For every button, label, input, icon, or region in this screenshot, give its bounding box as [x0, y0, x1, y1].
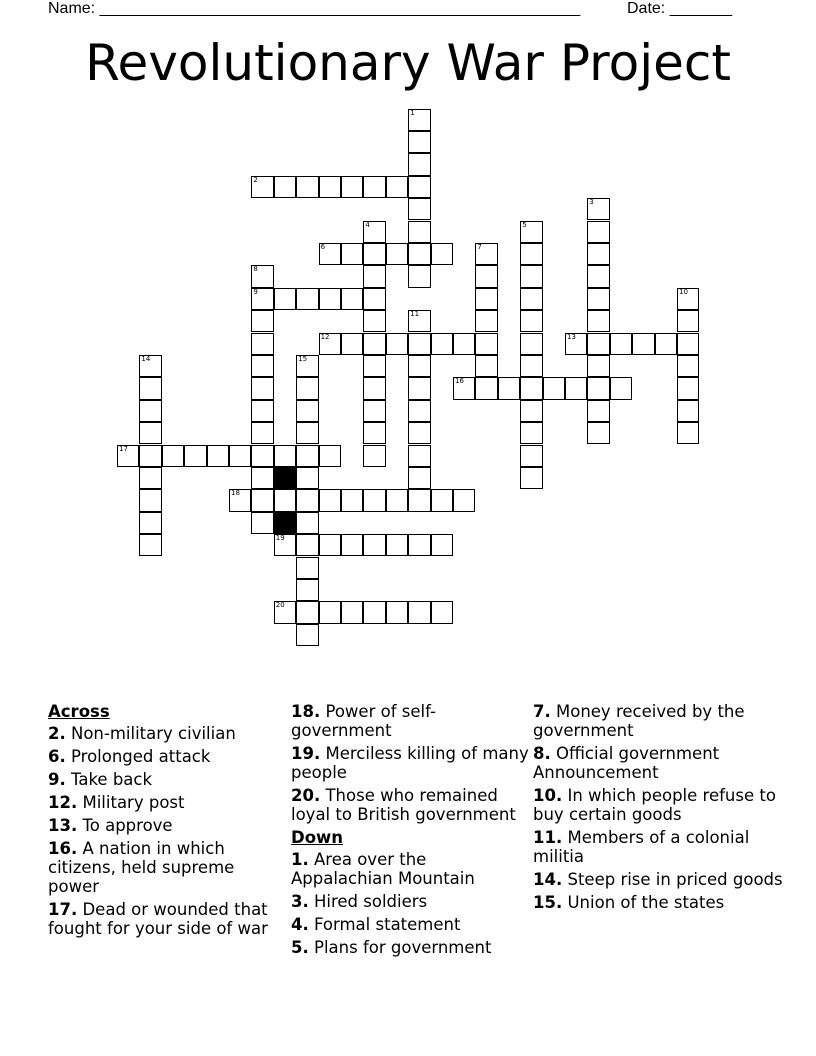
crossword-cell[interactable] [408, 153, 430, 175]
black-square [274, 512, 296, 534]
crossword-cell[interactable] [363, 534, 385, 556]
crossword-cell[interactable] [520, 288, 542, 310]
cell-number: 5 [522, 220, 527, 229]
across-heading: Across [48, 702, 110, 721]
crossword-cell[interactable] [520, 221, 542, 243]
crossword-cell[interactable] [386, 333, 408, 355]
crossword-cell[interactable] [431, 243, 453, 265]
clue-item [291, 744, 531, 782]
crossword-cell[interactable] [408, 467, 430, 489]
crossword-cell[interactable] [520, 467, 542, 489]
crossword-cell[interactable] [296, 534, 318, 556]
crossword-cell[interactable] [274, 534, 296, 556]
crossword-cell[interactable] [296, 489, 318, 511]
clue-item [48, 839, 283, 896]
clue-item [48, 900, 283, 938]
clue-text: Hired soldiers [308, 892, 428, 911]
clue-number: 15. [533, 893, 563, 912]
crossword-cell[interactable] [363, 422, 385, 444]
clue-number: 4. [291, 915, 309, 934]
clue-text: Prolonged attack [65, 747, 211, 766]
crossword-cell[interactable] [610, 333, 632, 355]
crossword-cell[interactable] [386, 243, 408, 265]
clue-text: Union of the states [562, 893, 725, 912]
crossword-cell[interactable] [386, 489, 408, 511]
crossword-cell[interactable] [296, 624, 318, 646]
crossword-cell[interactable] [296, 355, 318, 377]
cell-number: 20 [275, 601, 285, 610]
crossword-cell[interactable] [319, 243, 341, 265]
cell-number: 9 [253, 287, 258, 296]
clue-number: 17. [48, 900, 78, 919]
clue-item [48, 816, 283, 835]
crossword-cell[interactable] [677, 400, 699, 422]
crossword-cell[interactable] [341, 489, 363, 511]
crossword-cell[interactable] [408, 422, 430, 444]
crossword-cell[interactable] [139, 467, 161, 489]
crossword-cell[interactable] [587, 198, 609, 220]
clue-item [291, 702, 531, 740]
crossword-cell[interactable] [677, 288, 699, 310]
crossword-cell[interactable] [139, 400, 161, 422]
clue-text: Those who remained loyal to British government [291, 786, 516, 824]
crossword-cell[interactable] [251, 400, 273, 422]
crossword-cell[interactable] [319, 333, 341, 355]
cell-number: 15 [298, 354, 308, 363]
page-title: Revolutionary War Project [85, 34, 731, 92]
crossword-cell[interactable] [296, 400, 318, 422]
crossword-cell[interactable] [363, 265, 385, 287]
crossword-cell[interactable] [251, 288, 273, 310]
crossword-cell[interactable] [341, 288, 363, 310]
clue-item [291, 786, 531, 824]
crossword-cell[interactable] [587, 377, 609, 399]
crossword-cell[interactable] [587, 288, 609, 310]
crossword-cell[interactable] [274, 288, 296, 310]
clue-item [291, 915, 531, 934]
crossword-cell[interactable] [296, 512, 318, 534]
crossword-cell[interactable] [408, 377, 430, 399]
clue-text: Money received by the government [533, 702, 745, 740]
crossword-cell[interactable] [363, 333, 385, 355]
crossword-cell[interactable] [587, 333, 609, 355]
crossword-cell[interactable] [296, 467, 318, 489]
crossword-cell[interactable] [565, 333, 587, 355]
crossword-cell[interactable] [408, 131, 430, 153]
cell-number: 6 [320, 242, 326, 251]
clue-number: 16. [48, 839, 78, 858]
crossword-cell[interactable] [408, 489, 430, 511]
crossword-cell[interactable] [341, 534, 363, 556]
crossword-cell[interactable] [296, 579, 318, 601]
crossword-cell[interactable] [319, 176, 341, 198]
crossword-cell[interactable] [431, 489, 453, 511]
crossword-cell[interactable] [274, 445, 296, 467]
crossword-cell[interactable] [408, 400, 430, 422]
clue-number: 3. [291, 892, 309, 911]
crossword-cell[interactable] [677, 377, 699, 399]
crossword-cell[interactable] [139, 489, 161, 511]
cell-number: 1 [410, 108, 415, 117]
crossword-cell[interactable] [363, 243, 385, 265]
clue-text: Area over the Appalachian Mountain [291, 850, 475, 888]
clue-number: 9. [48, 770, 66, 789]
name-line[interactable]: Name: ______________________________________________________ [48, 0, 581, 17]
crossword-cell[interactable] [475, 333, 497, 355]
black-square [274, 467, 296, 489]
crossword-cell[interactable] [475, 310, 497, 332]
clue-item [48, 747, 283, 766]
crossword-cell[interactable] [139, 445, 161, 467]
crossword-cell[interactable] [251, 265, 273, 287]
crossword-cell[interactable] [139, 422, 161, 444]
crossword-cell[interactable] [363, 355, 385, 377]
clue-number: 19. [291, 744, 321, 763]
crossword-cell[interactable] [341, 176, 363, 198]
crossword-cell[interactable] [408, 310, 430, 332]
clue-text: In which people refuse to buy certain goods [533, 786, 776, 824]
crossword-cell[interactable] [408, 445, 430, 467]
cell-number: 19 [275, 534, 285, 543]
clue-text: Non-military civilian [65, 724, 236, 743]
clue-item [533, 870, 803, 889]
clue-item [533, 893, 803, 912]
crossword-cell[interactable] [677, 333, 699, 355]
crossword-cell[interactable] [207, 445, 229, 467]
cell-number: 12 [320, 332, 330, 341]
clue-number: 2. [48, 724, 66, 743]
crossword-cell[interactable] [677, 422, 699, 444]
crossword-cell[interactable] [274, 176, 296, 198]
crossword-cell[interactable] [408, 534, 430, 556]
clue-text: A nation in which citizens, held supreme power [48, 839, 235, 896]
crossword-cell[interactable] [162, 445, 184, 467]
crossword-cell[interactable] [475, 243, 497, 265]
crossword-cell[interactable] [139, 355, 161, 377]
clue-item [48, 770, 283, 789]
clue-number: 20. [291, 786, 321, 805]
crossword-cell[interactable] [386, 176, 408, 198]
crossword-cell[interactable] [341, 333, 363, 355]
crossword-cell[interactable] [139, 534, 161, 556]
crossword-cell[interactable] [251, 422, 273, 444]
clue-number: 18. [291, 702, 321, 721]
crossword-cell[interactable] [363, 400, 385, 422]
crossword-cell[interactable] [229, 445, 251, 467]
crossword-cell[interactable] [363, 310, 385, 332]
clue-text: Military post [77, 793, 185, 812]
crossword-cell[interactable] [251, 333, 273, 355]
clue-number: 6. [48, 747, 66, 766]
crossword-cell[interactable] [341, 243, 363, 265]
crossword-cell[interactable] [475, 355, 497, 377]
crossword-cell[interactable] [431, 601, 453, 623]
crossword-cell[interactable] [543, 377, 565, 399]
cell-number: 18 [231, 489, 240, 498]
crossword-cell[interactable] [408, 221, 430, 243]
crossword-cell[interactable] [520, 265, 542, 287]
crossword-cell[interactable] [520, 377, 542, 399]
crossword-cell[interactable] [363, 221, 385, 243]
cell-number: 16 [455, 377, 464, 386]
crossword-cell[interactable] [587, 265, 609, 287]
clue-text: Official government Announcement [533, 744, 720, 782]
crossword-cell[interactable] [296, 557, 318, 579]
clue-text: Formal statement [308, 915, 461, 934]
crossword-cell[interactable] [520, 445, 542, 467]
crossword-cell[interactable] [274, 601, 296, 623]
crossword-cell[interactable] [341, 601, 363, 623]
cell-number: 4 [365, 220, 370, 229]
crossword-cell[interactable] [431, 534, 453, 556]
clue-item [533, 702, 803, 740]
crossword-cell[interactable] [251, 310, 273, 332]
clue-text: Merciless killing of many people [291, 744, 529, 782]
cell-number: 13 [567, 332, 576, 341]
crossword-cell[interactable] [408, 198, 430, 220]
clue-number: 8. [533, 744, 551, 763]
crossword-cell[interactable] [319, 489, 341, 511]
crossword-cell[interactable] [251, 512, 273, 534]
crossword-cell[interactable] [520, 422, 542, 444]
crossword-cell[interactable] [408, 601, 430, 623]
clue-item [533, 744, 803, 782]
crossword-cell[interactable] [408, 333, 430, 355]
clue-item [291, 938, 531, 957]
crossword-cell[interactable] [655, 333, 677, 355]
crossword-cell[interactable] [386, 534, 408, 556]
cell-number: 14 [141, 354, 151, 363]
clue-number: 7. [533, 702, 551, 721]
crossword-cell[interactable] [296, 422, 318, 444]
crossword-cell[interactable] [363, 288, 385, 310]
clue-text: Take back [65, 770, 153, 789]
cell-number: 3 [589, 198, 594, 207]
crossword-cell[interactable] [296, 601, 318, 623]
crossword-cell[interactable] [274, 489, 296, 511]
crossword-cell[interactable] [453, 489, 475, 511]
crossword-cell[interactable] [363, 445, 385, 467]
crossword-cell[interactable] [520, 400, 542, 422]
crossword-cell[interactable] [319, 534, 341, 556]
clue-text: Plans for government [308, 938, 492, 957]
crossword-cell[interactable] [296, 377, 318, 399]
crossword-cell[interactable] [408, 176, 430, 198]
crossword-cell[interactable] [363, 176, 385, 198]
clue-item [48, 793, 283, 812]
crossword-cell[interactable] [251, 467, 273, 489]
crossword-cell[interactable] [453, 333, 475, 355]
crossword-cell[interactable] [677, 310, 699, 332]
clue-number: 10. [533, 786, 563, 805]
clue-text: To approve [77, 816, 173, 835]
clue-item [291, 850, 531, 888]
clues-column-3 [533, 702, 803, 916]
clue-item [533, 786, 803, 824]
clues-column-1 [48, 702, 283, 942]
clue-text: Members of a colonial militia [533, 828, 750, 866]
crossword-cell[interactable] [117, 445, 139, 467]
clue-item [291, 892, 531, 911]
crossword-cell[interactable] [139, 377, 161, 399]
crossword-cell[interactable] [587, 422, 609, 444]
crossword-cell[interactable] [386, 601, 408, 623]
crossword-cell[interactable] [587, 355, 609, 377]
date-line[interactable]: Date: _______ [627, 0, 732, 17]
crossword-cell[interactable] [296, 445, 318, 467]
crossword-cell[interactable] [229, 489, 251, 511]
clue-number: 11. [533, 828, 563, 847]
clue-text: Dead or wounded that fought for your side of war [48, 900, 268, 938]
clue-text: Steep rise in priced goods [562, 870, 783, 889]
crossword-cell[interactable] [251, 176, 273, 198]
crossword-cell[interactable] [139, 512, 161, 534]
clue-number: 13. [48, 816, 78, 835]
clues-column-2 [291, 702, 531, 961]
crossword-cell[interactable] [610, 377, 632, 399]
crossword-cell[interactable] [587, 221, 609, 243]
crossword-cell[interactable] [475, 265, 497, 287]
crossword-cell[interactable] [319, 288, 341, 310]
crossword-cell[interactable] [408, 355, 430, 377]
crossword-cell[interactable] [520, 310, 542, 332]
crossword-cell[interactable] [319, 601, 341, 623]
cell-number: 8 [253, 265, 258, 274]
crossword-cell[interactable] [251, 489, 273, 511]
crossword-cell[interactable] [520, 333, 542, 355]
crossword-cell[interactable] [363, 377, 385, 399]
down-heading: Down [291, 828, 344, 847]
crossword-cell[interactable] [251, 377, 273, 399]
crossword-cell[interactable] [587, 243, 609, 265]
crossword-cell[interactable] [408, 243, 430, 265]
crossword-cell[interactable] [251, 445, 273, 467]
crossword-cell[interactable] [520, 243, 542, 265]
crossword-cell[interactable] [475, 288, 497, 310]
crossword-cell[interactable] [587, 400, 609, 422]
crossword-cell[interactable] [632, 333, 654, 355]
cell-number: 10 [679, 287, 688, 296]
crossword-cell[interactable] [296, 288, 318, 310]
cell-number: 17 [119, 444, 128, 453]
cell-number: 7 [477, 242, 482, 251]
clue-number: 12. [48, 793, 78, 812]
crossword-cell[interactable] [431, 333, 453, 355]
crossword-cell[interactable] [453, 377, 475, 399]
cell-number: 2 [253, 175, 258, 184]
clue-number: 14. [533, 870, 563, 889]
crossword-cell[interactable] [363, 489, 385, 511]
clue-number: 1. [291, 850, 309, 869]
clue-number: 5. [291, 938, 309, 957]
cell-number: 11 [410, 310, 420, 319]
crossword-cell[interactable] [565, 377, 587, 399]
crossword-cell[interactable] [184, 445, 206, 467]
crossword-cell[interactable] [475, 377, 497, 399]
crossword-cell[interactable] [498, 377, 520, 399]
crossword-cell[interactable] [677, 355, 699, 377]
crossword-cell[interactable] [296, 176, 318, 198]
clue-item [48, 724, 283, 743]
crossword-cell[interactable] [408, 265, 430, 287]
crossword-cell[interactable] [251, 355, 273, 377]
clue-text: Power of self-government [291, 702, 436, 740]
clue-item [533, 828, 803, 866]
crossword-cell[interactable] [363, 601, 385, 623]
crossword-cell[interactable] [319, 445, 341, 467]
crossword-cell[interactable] [408, 109, 430, 131]
crossword-cell[interactable] [520, 355, 542, 377]
crossword-cell[interactable] [587, 310, 609, 332]
